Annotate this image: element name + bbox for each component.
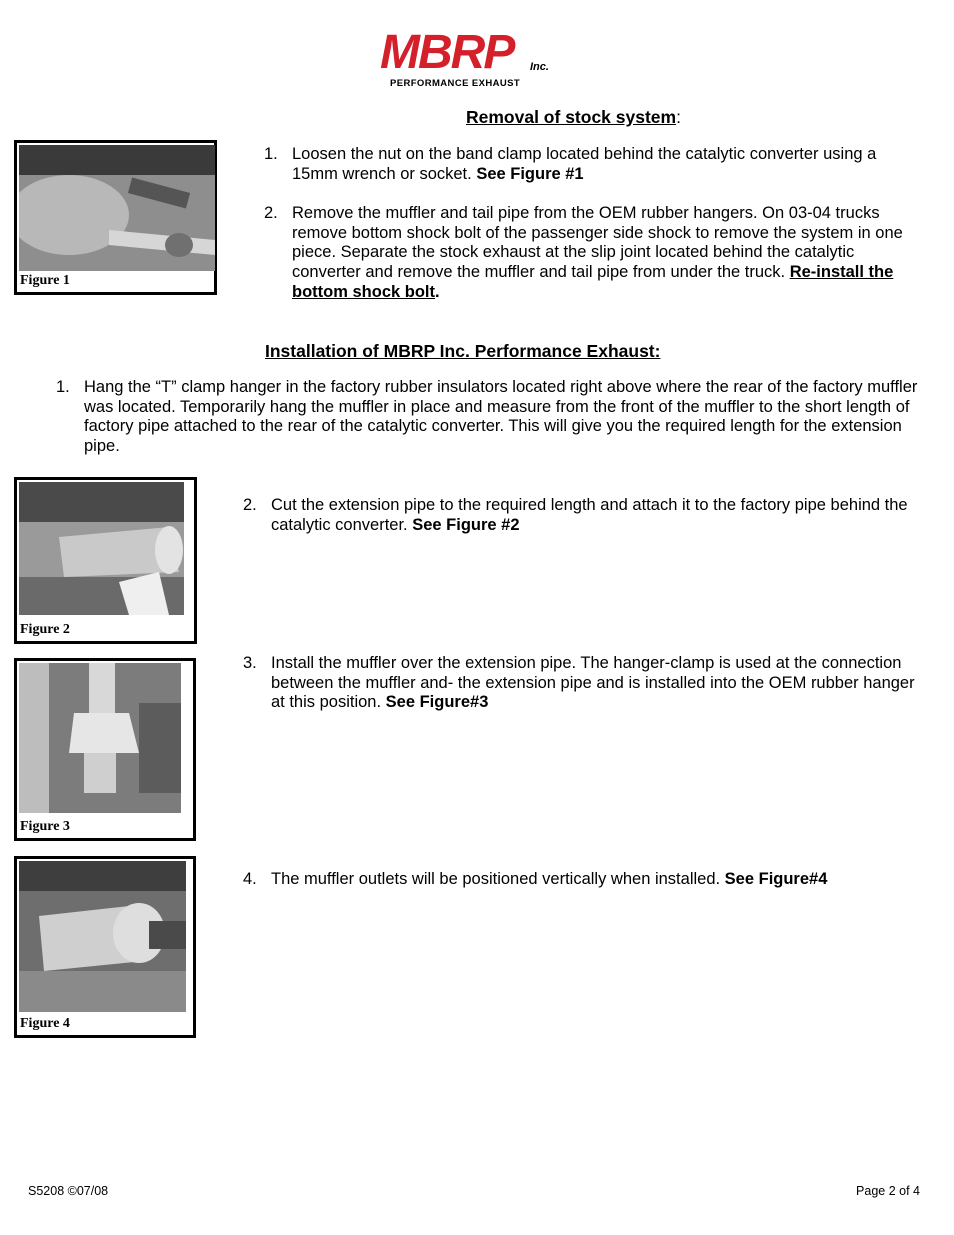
installation-heading: Installation of MBRP Inc. Performance Exhaust: (265, 341, 661, 361)
figure-2-photo (19, 482, 184, 615)
figure-4-photo (19, 861, 186, 1012)
mbrp-logo (378, 22, 578, 90)
figure-3-caption: Figure 3 (20, 819, 70, 834)
figure-4 (14, 856, 196, 1038)
removal-heading: Removal of stock system: (466, 107, 681, 127)
figure-3-photo (19, 663, 181, 813)
figure-4-caption: Figure 4 (20, 1016, 70, 1031)
figure-2 (14, 477, 197, 644)
logo-suffix: Inc. (530, 61, 549, 73)
figure-2-caption: Figure 2 (20, 622, 70, 637)
figure-1-caption: Figure 1 (20, 273, 70, 288)
logo-brand: MBRP (380, 26, 514, 79)
figure-1 (14, 140, 217, 295)
logo-tagline: PERFORMANCE EXHAUST (390, 78, 521, 89)
footer-page-number: Page 2 of 4 (856, 1184, 920, 1198)
footer-doc-id: S5208 ©07/08 (28, 1184, 109, 1198)
figure-1-photo (19, 145, 215, 271)
figure-3 (14, 658, 196, 841)
